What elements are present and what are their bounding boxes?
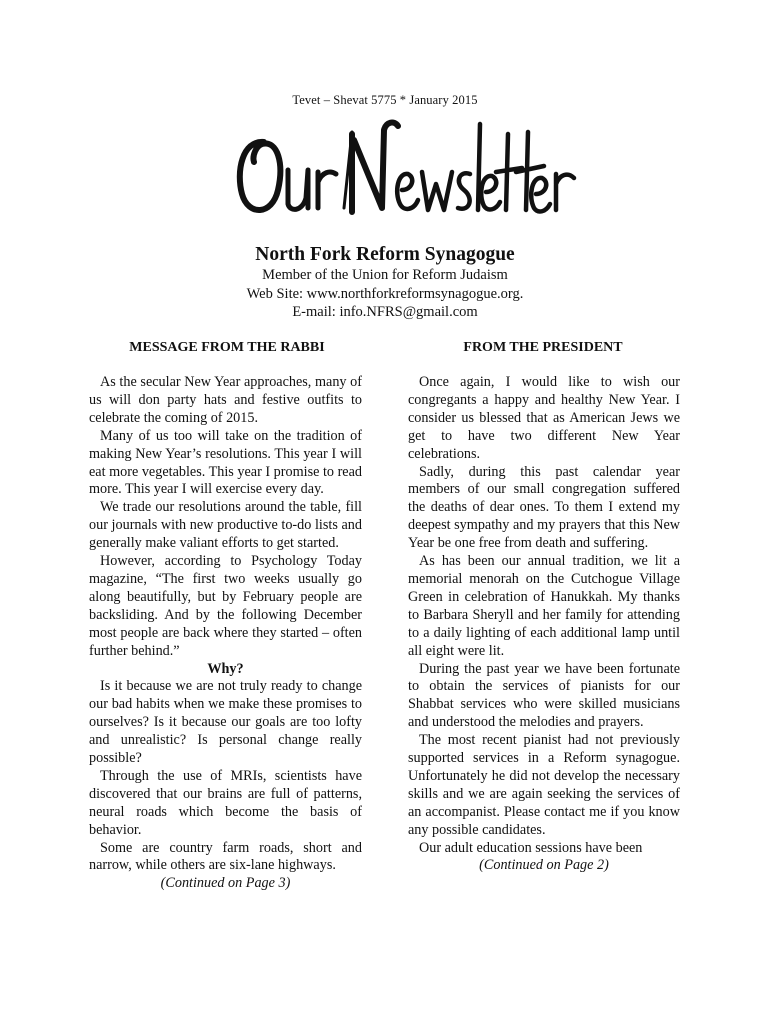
rabbi-paragraph: Some are country farm roads, short and narrow, while others are six-lane highways. bbox=[89, 839, 362, 874]
president-column bbox=[408, 374, 680, 875]
logo-text: Our Newsletter bbox=[232, 112, 239, 113]
issue-dateline: Tevet – Shevat 5775 * January 2015 bbox=[292, 93, 478, 107]
president-paragraph: During the past year we have been fortunate to obtain the services of pianists for our Shabbat services who were skilled musicians and understood the melodies and prayers. bbox=[408, 660, 680, 731]
membership-line: Member of the Union for Reform Judaism bbox=[262, 267, 508, 283]
rabbi-paragraph: As the secular New Year approaches, many of us will don party hats and festive outfits to celebrate the coming of 2015. bbox=[89, 374, 362, 426]
rabbi-paragraph: Through the use of MRIs, scientists have discovered that our brains are full of patterns, neural roads which become the basis of behavior. bbox=[89, 767, 362, 838]
president-paragraph: The most recent pianist had not previously supported services in a Reform synagogue. Unfortunately he did not develop the necessary skills and we are again seeking the services of an accompanist. Please contact me if you know any possible candidates. bbox=[408, 732, 680, 838]
president-paragraph: Sadly, during this past calendar year members of our small congregation suffered the deaths of dear ones. To them I extend my deepest sympathy and my prayers that this New Year be one free from death and suffering. bbox=[408, 463, 680, 552]
organization-name: North Fork Reform Synagogue bbox=[255, 244, 515, 265]
email-line[interactable]: E-mail: info.NFRS@gmail.com bbox=[292, 304, 478, 320]
president-paragraph: Once again, I would like to wish our congregants a happy and healthy New Year. I consider us blessed that as American Jews we get to have two different New Year celebrations. bbox=[408, 374, 680, 462]
president-heading: FROM THE PRESIDENT bbox=[463, 340, 623, 355]
rabbi-heading: MESSAGE FROM THE RABBI bbox=[129, 340, 325, 355]
rabbi-paragraph: However, according to Psychology Today magazine, “The first two weeks usually go along beautifully, but by February people are backsliding. And by the following December most people are back where they started – often further behind.” bbox=[89, 553, 362, 659]
president-paragraph: As has been our annual tradition, we lit a memorial menorah on the Cutchogue Village Green in celebration of Hanukkah. My thanks to Barbara Sheryll and her family for attending to a daily lighting of each additional lamp until all eight were lit. bbox=[408, 553, 680, 659]
president-continued: (Continued on Page 2) bbox=[479, 857, 609, 874]
rabbi-paragraph: Many of us too will take on the tradition of making New Year’s resolutions. This year I will eat more vegetables. This year I promise to read more. This year I will exercise every day. bbox=[89, 427, 362, 498]
newsletter-logo bbox=[232, 112, 582, 232]
rabbi-subheading: Why? bbox=[207, 660, 244, 677]
president-paragraph: Our adult education sessions have been bbox=[419, 839, 643, 856]
rabbi-column bbox=[89, 374, 362, 893]
rabbi-continued: (Continued on Page 3) bbox=[160, 875, 291, 892]
rabbi-paragraph: Is it because we are not truly ready to change our bad habits when we make these promises to ourselves? Is it because our goals are too lofty and unrealistic? Is personal change really possible? bbox=[89, 678, 362, 767]
website-line[interactable]: Web Site: www.northforkreformsynagogue.org. bbox=[246, 286, 524, 302]
rabbi-paragraph: We trade our resolutions around the table, fill our journals with new productive to-do lists and generally make valiant efforts to get started. bbox=[89, 499, 362, 552]
